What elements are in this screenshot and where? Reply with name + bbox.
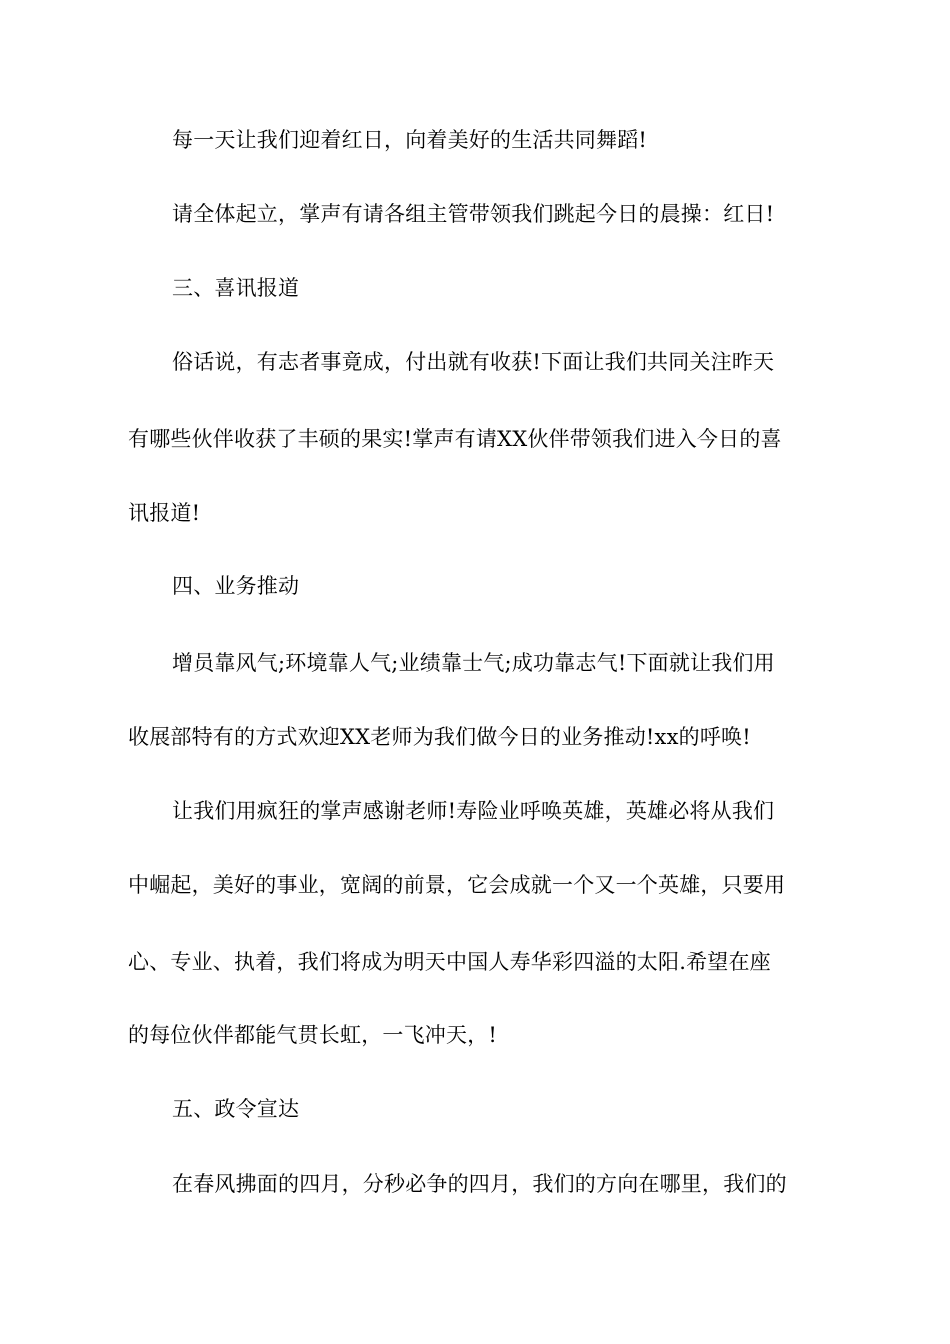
paragraph-line: 心、专业、执着，我们将成为明天中国人寿华彩四溢的太阳.希望在座 <box>128 950 771 974</box>
paragraph-line: 增员靠风气;环境靠人气;业绩靠士气;成功靠志气!下面就让我们用 <box>172 651 775 675</box>
paragraph-line: 请全体起立，掌声有请各组主管带领我们跳起今日的晨操：红日! <box>172 202 775 226</box>
paragraph-line: 收展部特有的方式欢迎XX老师为我们做今日的业务推动!xx的呼唤! <box>128 725 751 749</box>
paragraph-line: 的每位伙伴都能气贯长虹，一飞冲天，! <box>128 1023 498 1047</box>
paragraph-line: 讯报道! <box>128 501 201 525</box>
paragraph-line: 俗话说，有志者事竟成，付出就有收获!下面让我们共同关注昨天 <box>172 350 775 374</box>
paragraph-line: 在春风拂面的四月，分秒必争的四月，我们的方向在哪里，我们的 <box>172 1172 787 1196</box>
paragraph-line: 有哪些伙伴收获了丰硕的果实!掌声有请XX伙伴带领我们进入今日的喜 <box>128 427 782 451</box>
paragraph-line: 中崛起，美好的事业，宽阔的前景，它会成就一个又一个英雄，只要用 <box>128 873 786 897</box>
section-heading: 四、业务推动 <box>172 574 300 598</box>
paragraph-line: 每一天让我们迎着红日，向着美好的生活共同舞蹈! <box>172 128 648 152</box>
section-heading: 三、喜讯报道 <box>172 276 300 300</box>
paragraph-line: 让我们用疯狂的掌声感谢老师!寿险业呼唤英雄，英雄必将从我们 <box>172 799 775 823</box>
section-heading: 五、政令宣达 <box>172 1097 300 1121</box>
